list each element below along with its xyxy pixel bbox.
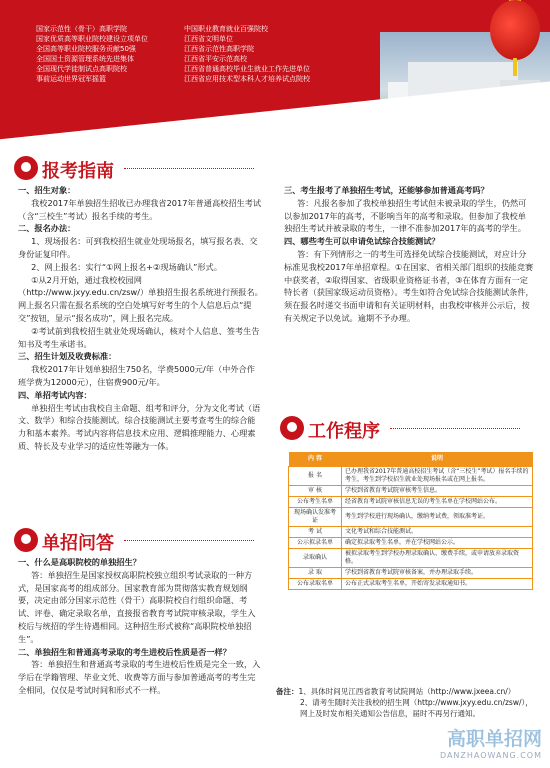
paragraph: 我校2017年计划单独招生750名，学费5000元/年（中外合作班学费为12000元），住宿费900元/年。 (18, 364, 255, 387)
awards-left-column (36, 24, 186, 84)
step-description: 公布正式录取考生名单，开始寄发录取通知书。 (342, 579, 533, 590)
watermark-domain: DANZHAOWANG.COM (439, 751, 542, 760)
award-item: 全国国土资源管理系统先进集体 (36, 55, 134, 63)
table-row (289, 549, 533, 568)
site-watermark (440, 724, 542, 760)
subheading: 四、哪些考生可以申请免试综合技能测试？ (284, 236, 440, 247)
process-table-body (289, 467, 533, 590)
magnifier-icon (14, 156, 38, 180)
process-heading (280, 416, 530, 442)
step-description: 考生到学校进行现场确认，缴纳考试费，领取准考证。 (342, 508, 533, 527)
paragraph: 2、网上报名：实行“①网上报名+②现场确认”形式。 (31, 261, 222, 272)
magnifier-icon (280, 416, 304, 440)
paragraph: 答：有下列情形之一的考生可选择免试综合技能测试，对应计分标准见我校2017年单招章程。①在国家、省相关部门组织的技能竞赛中获奖者，②取得国家、省级职业资格证书者，③在体育方面有一定特长者（获国家级运动员资格）。考生如符合免试综合技能测试条件，须在报名时递交书面申请和有关证明材料，由我校审核并公示后，按有关规定予以免试。逾期不予办理。 (284, 248, 534, 323)
notes-line-2: 2、请考生随时关注我校的招生网（http://www.jxyy.edu.cn/zsw/），网上及时发布相关通知公告信息，届时不再另行通知。 (300, 698, 533, 718)
step-label: 报 名 (289, 467, 342, 486)
table-header-desc: 说明 (342, 452, 533, 467)
table-header-row (289, 452, 533, 467)
paragraph: 我校2017年单独招生招收已办理我省2017年普通高校招生考试（含“三校生”考试）报名手续的考生。 (18, 197, 262, 221)
step-description: 确定拟录取考生名单，并在学校网站公示。 (342, 538, 533, 549)
guide-body (18, 184, 263, 453)
step-description: 被拟录取考生到学校办理录取确认、缴费手续，或申请放弃录取资格。 (342, 549, 533, 568)
table-header-item: 内 容 (289, 452, 342, 467)
step-label: 录取确认 (289, 549, 342, 568)
heading-divider (390, 428, 520, 430)
lantern-tassel (513, 58, 517, 76)
qa-body (18, 556, 263, 697)
award-item: 江西省平安示范高校 (184, 55, 247, 63)
qa-heading (14, 528, 264, 554)
step-description: 经省教育考试院审核信息无误的考生名单在学校网站公布。 (342, 497, 533, 508)
subheading: 三、考生报考了单独招生考试，还能够参加普通高考吗？ (284, 185, 489, 195)
award-item: 江西省应用技术型本科人才培养试点院校 (184, 75, 310, 83)
award-item: 全国高等职业院校服务贡献50强 (36, 45, 136, 53)
subheading: 四、单招考试内容： (18, 389, 92, 400)
subheading: 二、单独招生和普通高考录取的考生进校后性质是否一样？ (18, 646, 231, 657)
guide-title: 报考指南 (42, 161, 114, 182)
table-row (289, 486, 533, 497)
award-item: 江西省文明单位 (184, 35, 233, 43)
notes-block (276, 686, 536, 719)
header-banner (0, 0, 550, 140)
step-description: 已办理我省2017年普通高校招生考试（含“三校生”考试）报名手续的考生，考生到学校招生就业处现场报名或在网上报名。 (342, 467, 533, 486)
table-row (289, 538, 533, 549)
paragraph: 答：单独招生和普通高考录取的考生进校后性质是完全一致，入学后在学籍管理、毕业文凭、收费等方面与参加普通高考的考生完全相同，仅仅是考试时间和形式不一样。 (18, 659, 261, 695)
magnifier-icon (14, 528, 38, 552)
subheading: 三、招生计划及收费标准： (18, 351, 117, 362)
step-label: 公示拟录名单 (289, 538, 342, 549)
award-item: 全国现代学徒制试点高职院校 (36, 65, 127, 73)
award-item: 事前运动世界冠军摇篮 (36, 75, 106, 83)
red-lantern-icon (490, 0, 540, 60)
step-label: 审 核 (289, 486, 342, 497)
step-label: 考 试 (289, 527, 342, 538)
watermark-logo-text: 高职单招网 (446, 728, 542, 750)
step-label: 录 取 (289, 568, 342, 579)
table-row (289, 467, 533, 486)
awards-right-column (184, 24, 374, 84)
guide-heading (14, 156, 264, 182)
heading-divider (124, 168, 254, 170)
award-item: 国家示范性（骨干）高职学院 (36, 25, 127, 33)
paragraph: ①从2月开始，通过我校校园网（http://www.jxyy.edu.cn/zsw/）单独招生报名系统进行预报名。网上报名只需在报名系统的空白处填写好考生的个人信息后点“提交”按钮，显示“报名成功”，网上报名完成。 (18, 274, 263, 323)
subheading: 一、招生对象： (18, 185, 76, 195)
subheading: 一、什么是高职院校的单独招生？ (18, 557, 141, 567)
paragraph: 1、现场报名：可到我校招生就业处现场报名，填写报名表、交身份证复印件。 (18, 236, 258, 259)
table-row (289, 508, 533, 527)
paragraph: ②考试前到我校招生就业处现场确认，核对个人信息、签考生告知书及考生承诺书。 (18, 325, 260, 349)
table-row (289, 527, 533, 538)
qa-title: 单招问答 (42, 533, 114, 554)
award-item: 江西省普通高校毕业生就业工作先进单位 (184, 65, 310, 73)
award-item: 国家优质高等职业院校建设立项单位 (36, 35, 148, 43)
award-item: 中国职业教育就业百强院校 (184, 25, 268, 33)
table-row (289, 568, 533, 579)
notes-line-1: 1、具体时间见江西省教育考试院网站（http://www.jxeea.cn/） (298, 687, 516, 696)
qa-right-body (284, 184, 534, 325)
notes-title: 备注： (276, 687, 299, 696)
step-label: 现场确认发准考证 (289, 508, 342, 527)
process-title: 工作程序 (308, 421, 380, 442)
step-description: 学校到省教育考试院审核备案，并办理录取手续。 (342, 568, 533, 579)
table-row (289, 579, 533, 590)
subheading: 二、报名办法： (18, 223, 76, 234)
paragraph: 答：凡报名参加了我校单独招生考试但未被录取的学生，仍然可以参加2017年的高考，不影响当年的高考和录取。但参加了我校单独招生考试并被录取的考生，一律不准参加2017年的高考的学生。 (284, 197, 527, 234)
step-label: 公布考生名单 (289, 497, 342, 508)
step-label: 公布录取名单 (289, 579, 342, 590)
award-item: 江西省示范性高职学院 (184, 45, 254, 53)
step-description: 文化考试和综合技能测试。 (342, 527, 533, 538)
heading-divider (124, 540, 254, 542)
process-table (288, 452, 533, 590)
paragraph: 单独招生考试由我校自主命题、组考和评分，分为文化考试（语文、数学）和综合技能测试。综合技能测试主要考查考生的综合能力和基本素养。考试内容将信息技术应用、逻辑推理能力、心理素质、特长及专业学习的适应性等融为一体。 (18, 402, 261, 451)
paragraph: 答：单独招生是国家授权高职院校独立组织考试录取的一种方式，是国家高考的组成部分。国家教育部为贯彻落实教育规划纲要，决定由部分国家示范性（骨干）高职院校自行组织命题、考试、评卷、确定录取名单，直接报省教育考试院审核录取，学生入校后与统招的学生待遇相同。这种招生形式被称“高职院校单独招生”。 (18, 569, 256, 644)
table-row (289, 497, 533, 508)
step-description: 学校到省教育考试院审核考生信息。 (342, 486, 533, 497)
